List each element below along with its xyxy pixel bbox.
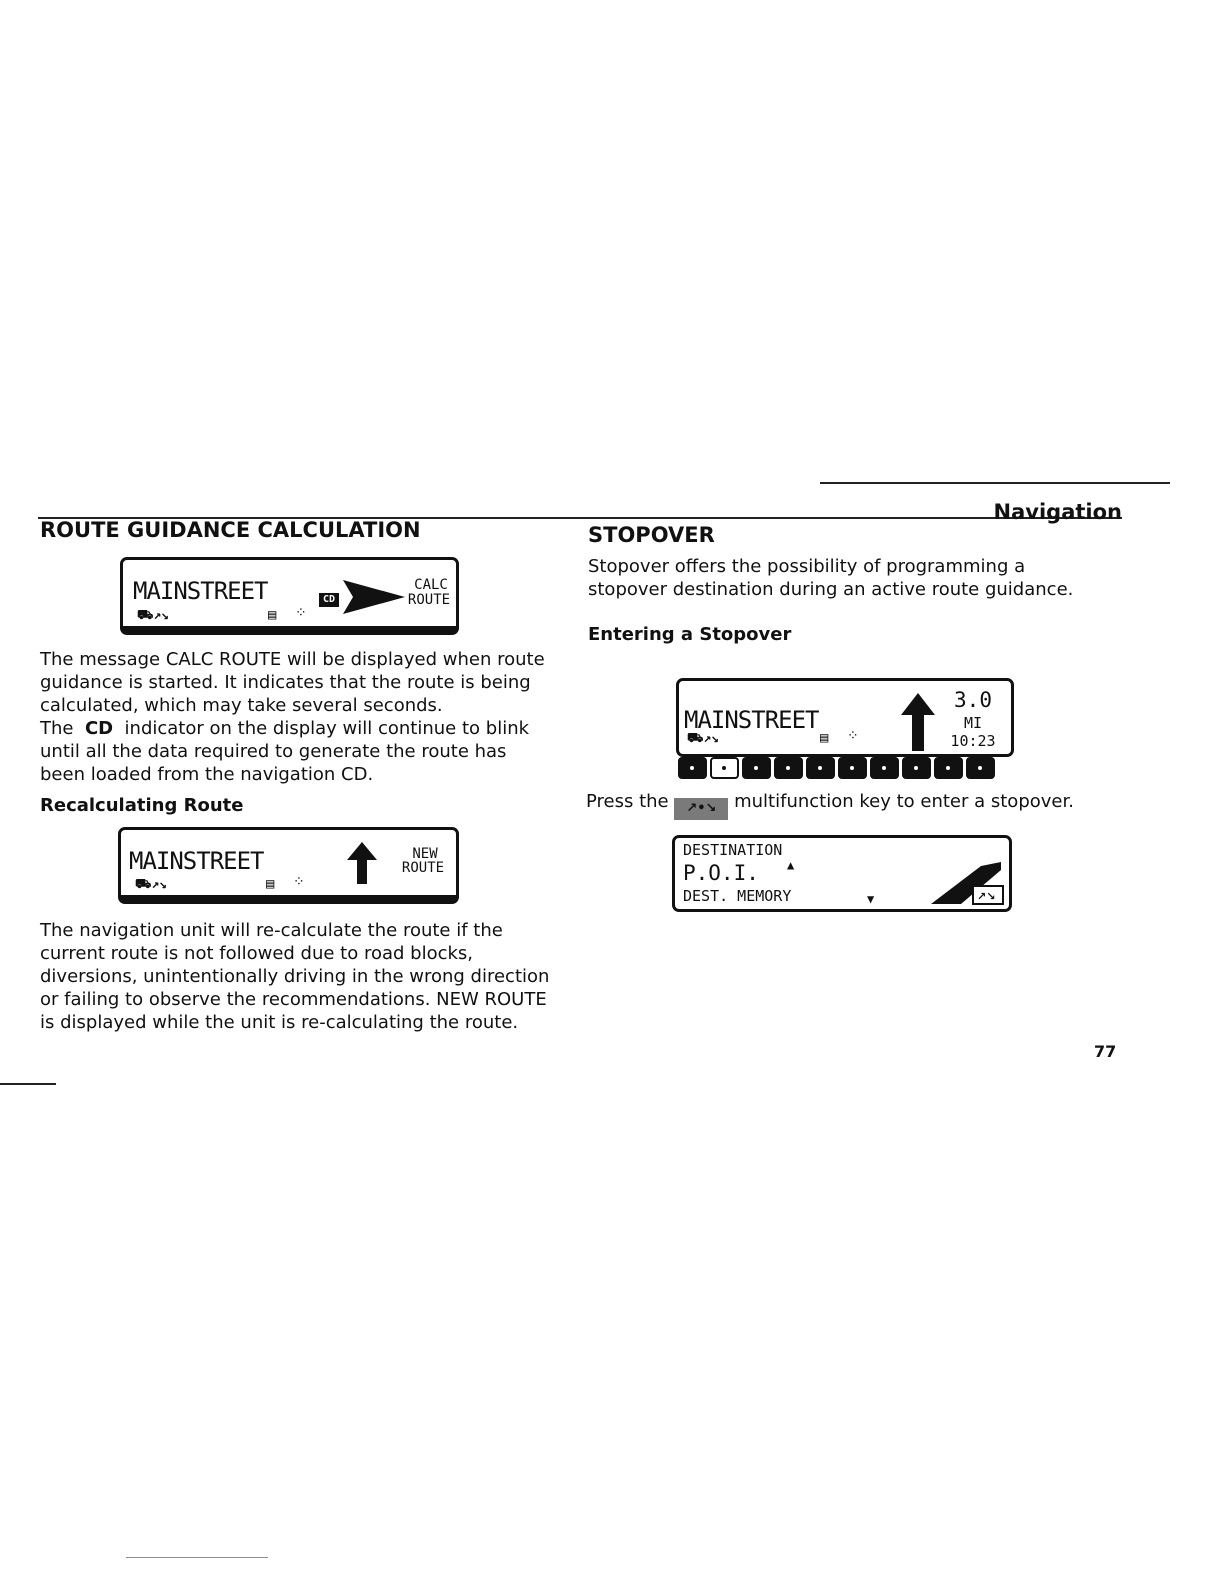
gps-icon: ⁘ <box>295 605 307 621</box>
calc-route-paragraph <box>40 648 570 786</box>
para-line: current route is not followed due to road blocks, <box>40 943 474 964</box>
cd-indicator-line: The CD indicator on the display will continue to blink <box>40 718 530 739</box>
multifunction-key-4[interactable] <box>774 757 803 779</box>
new-route-display <box>118 827 459 904</box>
destination-menu-display <box>672 835 1012 912</box>
route-label: ROUTE <box>401 860 445 876</box>
car-route-icon: ⛟↗↘ <box>135 877 168 892</box>
arrow-right-icon <box>343 580 405 614</box>
car-route-icon: ⛟↗↘ <box>687 731 720 746</box>
arrow-up-icon <box>901 693 935 751</box>
section-header: Navigation <box>993 500 1122 524</box>
recalculating-route-subtitle: Recalculating Route <box>40 795 244 816</box>
display-strip <box>121 895 456 901</box>
car-route-icon: ⛟↗↘ <box>137 608 170 623</box>
para-line: Stopover offers the possibility of programming a <box>588 556 1026 577</box>
scroll-down-icon: ▼ <box>867 892 875 906</box>
para-line: calculated, which may take several seconds. <box>40 695 443 716</box>
para-line: or failing to observe the recommendations. NEW ROUTE <box>40 989 547 1010</box>
new-label: NEW <box>412 846 438 862</box>
stopover-title: STOPOVER <box>588 523 715 547</box>
para-line: stopover destination during an active route guidance. <box>588 579 1074 600</box>
page-number: 77 <box>1094 1042 1117 1061</box>
entering-stopover-subtitle: Entering a Stopover <box>588 624 792 645</box>
distance-value: 3.0 <box>954 688 992 712</box>
para-line: guidance is started. It indicates that the route is being <box>40 672 531 693</box>
press-key-line: Press the ↗•↘ multifunction key to enter a stopover. <box>586 790 1126 820</box>
footer-rule <box>126 1557 268 1558</box>
cd-bold: CD <box>84 718 114 739</box>
route-key-icon: ↗•↘ <box>674 798 728 820</box>
header-rule-short <box>820 482 1170 484</box>
multifunction-key-10[interactable] <box>966 757 995 779</box>
guidance-display <box>676 678 1014 757</box>
multifunction-key-1[interactable] <box>678 757 707 779</box>
multifunction-key-2[interactable] <box>710 757 739 779</box>
svg-text:↗↘: ↗↘ <box>977 890 996 903</box>
para-line: The navigation unit will re-calculate the route if the <box>40 920 503 941</box>
calc-route-display <box>120 557 459 635</box>
road-graphic-icon <box>921 860 1007 908</box>
multifunction-key-3[interactable] <box>742 757 771 779</box>
display-strip <box>123 626 456 632</box>
gps-icon: ⁘ <box>293 874 305 890</box>
menu-destination: DESTINATION <box>683 841 783 859</box>
cd-indicator: CD <box>319 593 339 607</box>
multifunction-key-7[interactable] <box>870 757 899 779</box>
menu-poi[interactable]: P.O.I. <box>683 861 759 885</box>
arrow-up-icon <box>347 842 377 884</box>
stopover-intro <box>588 555 1118 601</box>
multifunction-key-5[interactable] <box>806 757 835 779</box>
para-line: The message CALC ROUTE will be displayed when route <box>40 649 545 670</box>
para-line: is displayed while the unit is re-calculating the route. <box>40 1012 519 1033</box>
scroll-up-icon: ▲ <box>787 858 795 872</box>
margin-rule <box>0 1083 56 1085</box>
route-label: ROUTE <box>407 592 451 608</box>
multifunction-key-6[interactable] <box>838 757 867 779</box>
recalculating-paragraph <box>40 919 570 1034</box>
menu-dest-memory: DEST. MEMORY <box>683 887 792 905</box>
para-line: until all the data required to generate the route has <box>40 741 507 762</box>
multifunction-key-bar <box>678 757 995 779</box>
display-street: MAINSTREET <box>129 847 264 875</box>
gps-icon: ⁘ <box>847 728 859 744</box>
route-guidance-title: ROUTE GUIDANCE CALCULATION <box>40 518 421 542</box>
multifunction-key-9[interactable] <box>934 757 963 779</box>
distance-unit: MI <box>963 714 983 732</box>
para-line: diversions, unintentionally driving in the wrong direction <box>40 966 550 987</box>
list-icon: ▤ <box>820 730 829 746</box>
para-line: been loaded from the navigation CD. <box>40 764 374 785</box>
clock-time: 10:23 <box>950 732 996 750</box>
multifunction-key-8[interactable] <box>902 757 931 779</box>
display-street: MAINSTREET <box>684 706 819 734</box>
display-street: MAINSTREET <box>133 577 268 605</box>
calc-label: CALC <box>414 577 448 593</box>
list-icon: ▤ <box>268 607 277 623</box>
list-icon: ▤ <box>266 876 275 892</box>
